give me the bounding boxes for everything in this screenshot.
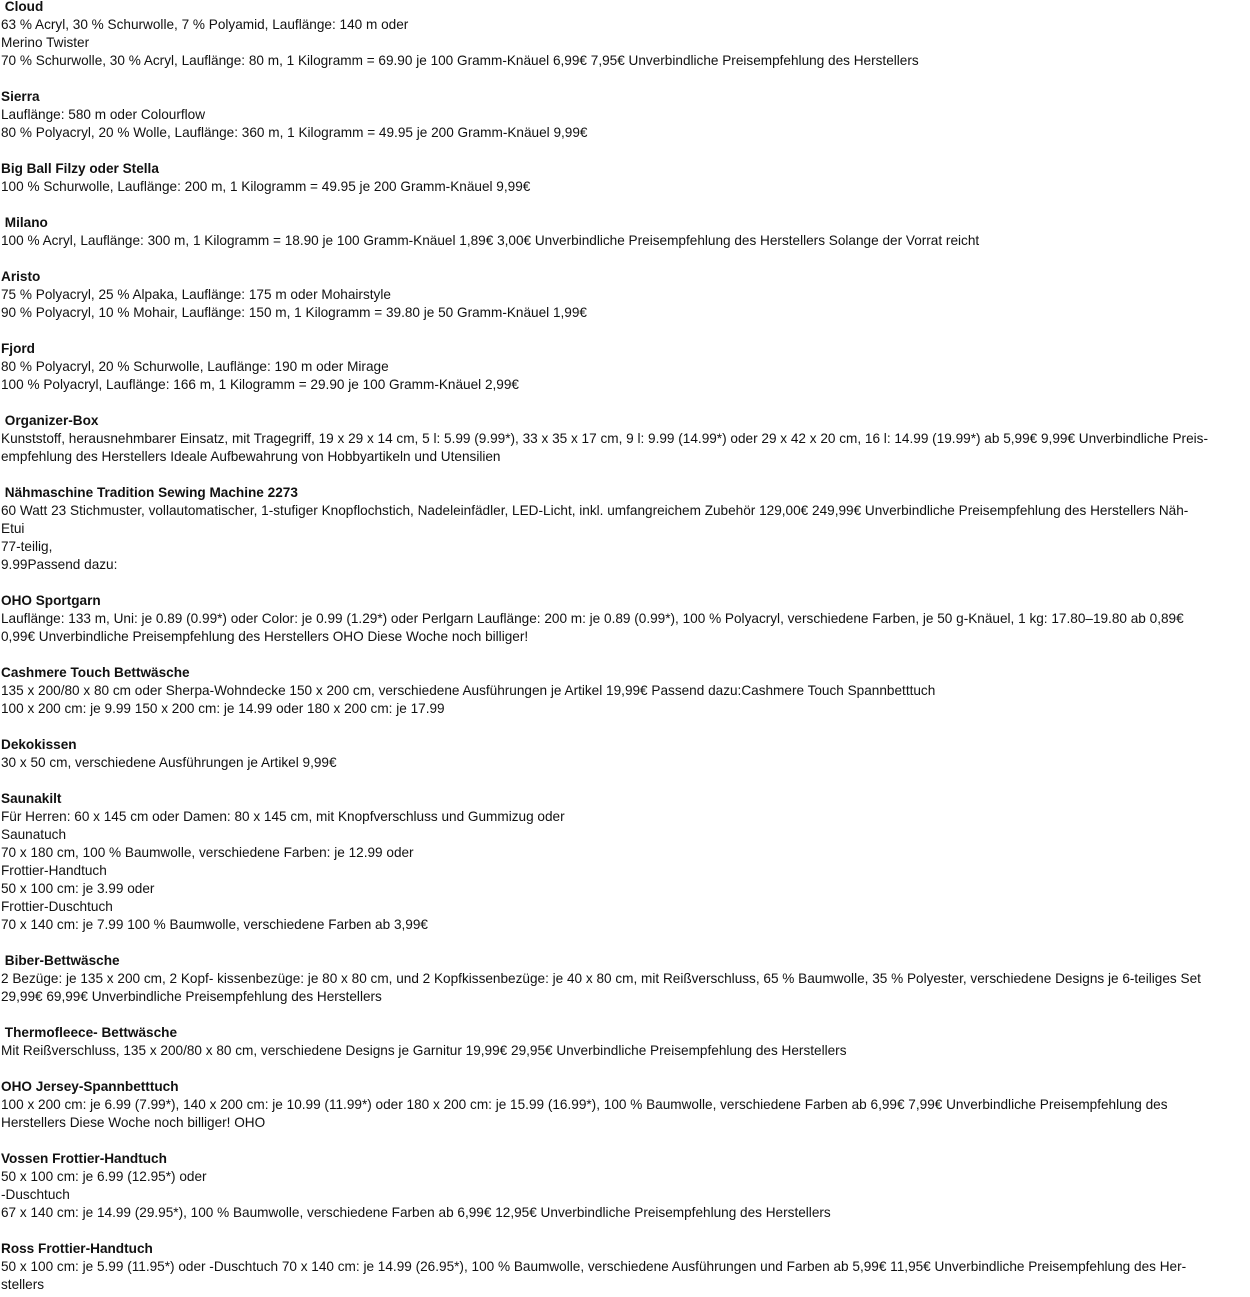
product-detail-line: Saunatuch [1,827,67,842]
product-detail-line: Frottier-Handtuch [1,863,107,878]
product-title: Aristo [1,269,41,284]
product-section [1,1024,1249,1060]
product-title: Dekokissen [1,737,77,752]
product-detail-line: Mit Reißverschluss, 135 x 200/80 x 80 cm, verschiedene Designs je Garnitur 19,99€ 29,95€ Unverbindliche Preisempfehlung des Herstellers [1,1043,847,1058]
product-detail-line: 29,99€ 69,99€ Unverbindliche Preisempfehlung des Herstellers [1,989,382,1004]
product-detail-line: 77-teilig, [1,539,53,554]
product-detail-line: 100 % Schurwolle, Lauflänge: 200 m, 1 Kilogramm = 49.95 je 200 Gramm-Knäuel 9,99€ [1,179,531,194]
product-title: Big Ball Filzy oder Stella [1,161,159,176]
product-section [1,1078,1249,1132]
product-section [1,88,1249,142]
product-detail-line: 50 x 100 cm: je 6.99 (12.95*) oder [1,1169,207,1184]
product-detail-line: Für Herren: 60 x 145 cm oder Damen: 80 x 145 cm, mit Knopfverschluss und Gummizug oder [1,809,565,824]
product-section [1,736,1249,772]
product-title: Thermofleece- Bettwäsche [1,1025,178,1040]
product-detail-line: Lauflänge: 133 m, Uni: je 0.89 (0.99*) oder Color: je 0.99 (1.29*) oder Perlgarn Lauflänge: 200 m: je 0.89 (0.99*), 100 % Polyacryl, verschiedene Farben, je 50 g-Knäuel, 1 kg: 17.80–19.80 ab 0,89€ [1,611,1184,626]
product-detail-line: 80 % Polyacryl, 20 % Wolle, Lauflänge: 360 m, 1 Kilogramm = 49.95 je 200 Gramm-Knäuel 9,99€ [1,125,588,140]
product-section [1,268,1249,322]
product-detail-line: -Duschtuch [1,1187,70,1202]
product-section [1,214,1249,250]
product-detail-line: Frottier-Duschtuch [1,899,113,914]
product-detail-line: 90 % Polyacryl, 10 % Mohair, Lauflänge: 150 m, 1 Kilogramm = 39.80 je 50 Gramm-Knäuel 1,99€ [1,305,587,320]
product-title: OHO Sportgarn [1,593,101,608]
product-detail-line: 70 x 180 cm, 100 % Baumwolle, verschiedene Farben: je 12.99 oder [1,845,414,860]
product-section [1,1240,1249,1294]
product-title: Cashmere Touch Bettwäsche [1,665,190,680]
product-section [1,484,1249,574]
product-section [1,340,1249,394]
product-detail-line: 2 Bezüge: je 135 x 200 cm, 2 Kopf- kissenbezüge: je 80 x 80 cm, und 2 Kopfkissenbezüge: je 40 x 80 cm, mit Reißverschluss, 65 % Baumwolle, 35 % Polyester, verschiedene Designs je 6-teiliges Set [1,971,1201,986]
product-detail-line: 75 % Polyacryl, 25 % Alpaka, Lauflänge: 175 m oder Mohairstyle [1,287,391,302]
product-detail-line: 100 x 200 cm: je 9.99 150 x 200 cm: je 14.99 oder 180 x 200 cm: je 17.99 [1,701,445,716]
product-detail-line: empfehlung des Herstellers Ideale Aufbewahrung von Hobbyartikeln und Utensilien [1,449,501,464]
product-detail-line: 70 % Schurwolle, 30 % Acryl, Lauflänge: 80 m, 1 Kilogramm = 69.90 je 100 Gramm-Knäuel 6,99€ 7,95€ Unverbindliche Preisempfehlung des Herstellers [1,53,919,68]
product-detail-line: Lauflänge: 580 m oder Colourflow [1,107,206,122]
product-detail-line: Kunststoff, herausnehmbarer Einsatz, mit Tragegriff, 19 x 29 x 14 cm, 5 l: 5.99 (9.99*), 33 x 35 x 17 cm, 9 l: 9.99 (14.99*) oder 29 x 42 x 20 cm, 16 l: 14.99 (19.99*) ab 5,99€ 9,99€ Unverbindliche Preis- [1,431,1208,446]
product-title: Fjord [1,341,35,356]
product-detail-line: 100 % Polyacryl, Lauflänge: 166 m, 1 Kilogramm = 29.90 je 100 Gramm-Knäuel 2,99€ [1,377,519,392]
product-detail-line: 50 x 100 cm: je 5.99 (11.95*) oder -Duschtuch 70 x 140 cm: je 14.99 (26.95*), 100 % Baumwolle, verschiedene Ausführungen und Farben ab 5,99€ 11,95€ Unverbindliche Preisempfehlung des Her- [1,1259,1187,1274]
product-title: Vossen Frottier-Handtuch [1,1151,167,1166]
product-section [1,1150,1249,1222]
product-title: Biber-Bettwäsche [1,953,120,968]
product-detail-line: 63 % Acryl, 30 % Schurwolle, 7 % Polyamid, Lauflänge: 140 m oder [1,17,409,32]
product-title: Saunakilt [1,791,62,806]
product-detail-line: Etui [1,521,25,536]
product-title: Organizer-Box [1,413,99,428]
product-title: Cloud [1,0,44,14]
product-detail-line: 100 x 200 cm: je 6.99 (7.99*), 140 x 200 cm: je 10.99 (11.99*) oder 180 x 200 cm: je 15.99 (16.99*), 100 % Baumwolle, verschiedene Farben ab 6,99€ 7,99€ Unverbindliche Preisempfehlung des [1,1097,1168,1112]
product-detail-line: 9.99Passend dazu: [1,557,118,572]
product-detail-line: 80 % Polyacryl, 20 % Schurwolle, Lauflänge: 190 m oder Mirage [1,359,389,374]
product-section [1,592,1249,646]
product-section [1,790,1249,934]
product-detail-line: 0,99€ Unverbindliche Preisempfehlung des Herstellers OHO Diese Woche noch billiger! [1,629,529,644]
product-title: Nähmaschine Tradition Sewing Machine 2273 [1,485,298,500]
product-detail-line: 60 Watt 23 Stichmuster, vollautomatischer, 1-stufiger Knopflochstich, Nadeleinfädler, LED-Licht, inkl. umfangreichem Zubehör 129,00€ 249,99€ Unverbindliche Preisempfehlung des Herstellers Näh- [1,503,1189,518]
product-detail-line: 67 x 140 cm: je 14.99 (29.95*), 100 % Baumwolle, verschiedene Farben ab 6,99€ 12,95€ Unverbindliche Preisempfehlung des Herstellers [1,1205,831,1220]
product-section [1,0,1249,70]
product-detail-line: Herstellers Diese Woche noch billiger! OHO [1,1115,266,1130]
product-section [1,952,1249,1006]
product-title: Milano [1,215,48,230]
product-title: OHO Jersey-Spannbetttuch [1,1079,179,1094]
product-detail-line: 135 x 200/80 x 80 cm oder Sherpa-Wohndecke 150 x 200 cm, verschiedene Ausführungen je Artikel 19,99€ Passend dazu:Cashmere Touch Spannbetttuch [1,683,936,698]
product-title: Sierra [1,89,40,104]
product-title: Ross Frottier-Handtuch [1,1241,153,1256]
product-section [1,412,1249,466]
product-detail-line: 100 % Acryl, Lauflänge: 300 m, 1 Kilogramm = 18.90 je 100 Gramm-Knäuel 1,89€ 3,00€ Unverbindliche Preisempfehlung des Herstellers Solange der Vorrat reicht [1,233,980,248]
product-detail-line: 70 x 140 cm: je 7.99 100 % Baumwolle, verschiedene Farben ab 3,99€ [1,917,428,932]
product-detail-line: stellers [1,1277,45,1292]
product-listing-document [1,0,1249,1294]
product-detail-line: Merino Twister [1,35,90,50]
product-detail-line: 50 x 100 cm: je 3.99 oder [1,881,155,896]
product-detail-line: 30 x 50 cm, verschiedene Ausführungen je Artikel 9,99€ [1,755,337,770]
product-section [1,664,1249,718]
product-section [1,160,1249,196]
